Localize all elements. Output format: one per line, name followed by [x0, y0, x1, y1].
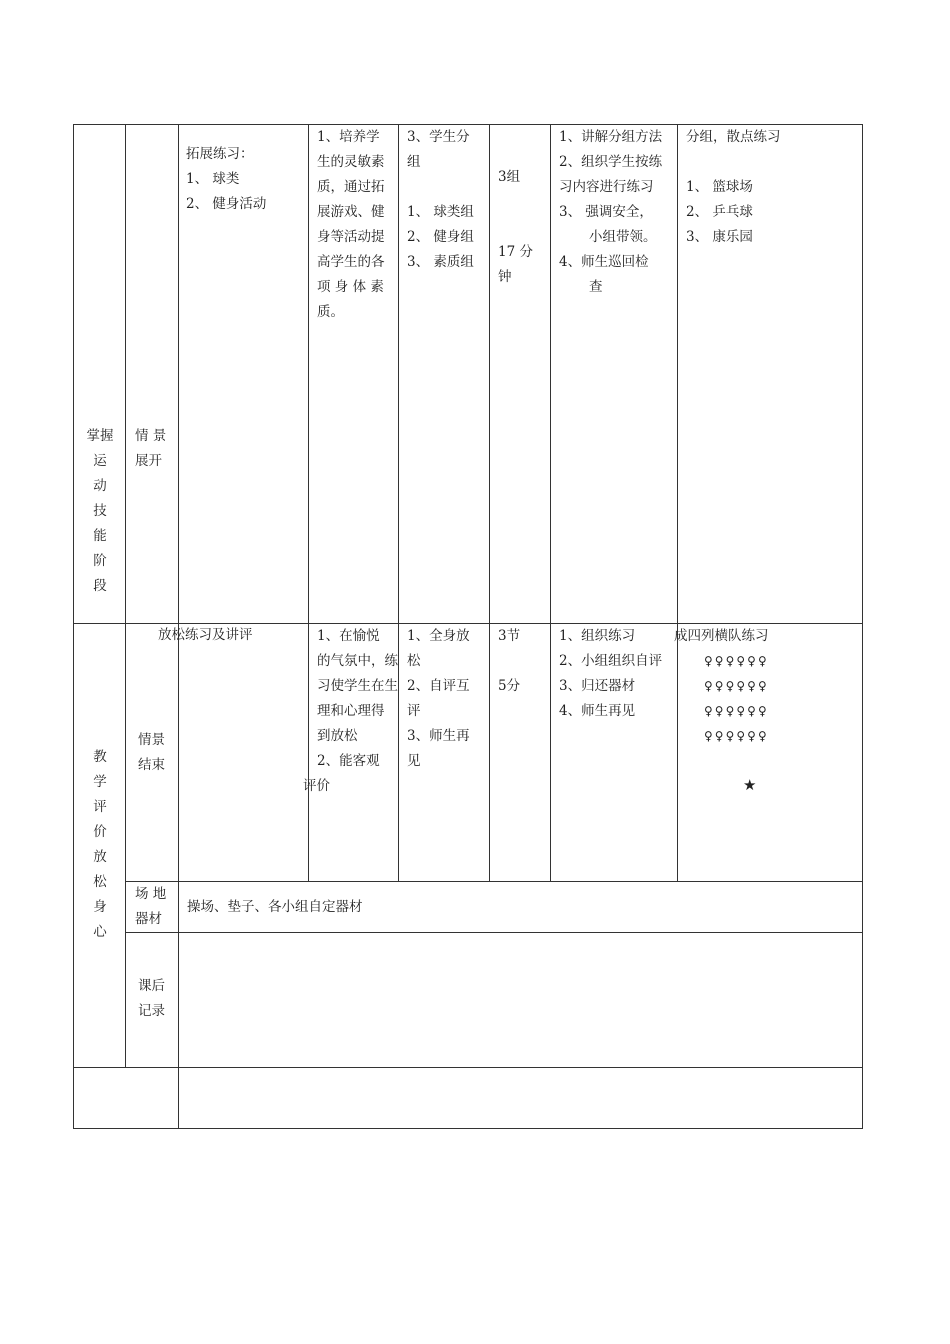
table-line	[125, 932, 863, 933]
formation-row: ♀♀♀♀♀♀	[704, 704, 769, 718]
bottom-row-value[interactable]	[180, 1069, 860, 1127]
stage-label-skill	[78, 424, 122, 599]
stage-char: 价	[93, 824, 107, 840]
table-line	[73, 124, 74, 1129]
phase-label-end: 情景 结束	[138, 732, 165, 773]
content-end: 放松练习及讲评	[158, 627, 253, 643]
table-line	[125, 124, 126, 1067]
student-activity-expand: 3、学生分 组 1、 球类组 2、 健身组 3、 素质组	[407, 129, 474, 270]
table-line	[677, 124, 678, 881]
organization-end	[674, 624, 860, 649]
stage-label-evaluation	[78, 745, 122, 945]
content-expand: 拓展练习： 1、 球类 2、 健身活动	[186, 146, 267, 212]
bottom-row-label	[75, 1069, 177, 1127]
table-line	[125, 881, 863, 882]
time-end: 3节 5分	[498, 628, 521, 694]
notes-label: 课后 记录	[138, 978, 165, 1019]
student-activity-end: 1、全身放 松 2、自评互 评 3、师生再 见	[407, 628, 470, 769]
stage-char: 放	[93, 849, 107, 865]
phase-label-expand: 情 景 展开	[135, 428, 167, 469]
goals-expand: 1、培养学 生的灵敏素 质，通过拓 展游戏、健 身等活动提 高学生的各 项 身 体 素 质。	[317, 129, 385, 320]
stage-char: 掌握	[86, 428, 114, 444]
venue-label: 场 地 器材	[135, 886, 167, 927]
teacher-activity-expand: 1、讲解分组方法 2、组织学生按练 习内容进行练习 3、 强调安全， 小组带领。 4、师生巡回检 查	[559, 129, 663, 295]
stage-char: 身	[93, 899, 107, 915]
teacher-activity-end: 1、组织练习 2、小组组织自评 3、归还器材 4、师生再见	[559, 628, 663, 719]
stage-char: 心	[93, 924, 107, 940]
table-line	[73, 1128, 863, 1129]
teacher-star-icon: ★	[743, 776, 757, 794]
formation-row: ♀♀♀♀♀♀	[704, 679, 769, 693]
stage-char: 段	[93, 578, 107, 594]
table-line	[73, 1067, 863, 1068]
table-line	[308, 124, 309, 881]
stage-char: 学	[93, 774, 107, 790]
formation-title: 成四列横队练习	[674, 628, 769, 644]
goals-end: 1、在愉悦 的气氛中，练 习使学生在生 理和心理得 到放松 2、能客观 评价	[303, 628, 398, 794]
formation-row: ♀♀♀♀♀♀	[704, 729, 769, 743]
time-expand: 3组 17 分 钟	[498, 169, 533, 285]
stage-char: 能	[93, 528, 107, 544]
venue-value: 操场、垫子、各小组自定器材	[187, 899, 363, 915]
notes-area[interactable]	[180, 934, 860, 1066]
stage-char: 运	[93, 453, 107, 469]
formation-row: ♀♀♀♀♀♀	[704, 654, 769, 668]
table-line	[398, 124, 399, 881]
stage-char: 评	[93, 799, 107, 815]
stage-char: 阶	[93, 553, 107, 569]
stage-char: 动	[93, 478, 107, 494]
table-line	[550, 124, 551, 881]
table-line	[862, 124, 863, 1129]
stage-char: 松	[93, 874, 107, 890]
stage-char: 技	[93, 503, 107, 519]
table-line	[489, 124, 490, 881]
formation-diagram	[704, 649, 804, 749]
organization-expand: 分组，散点练习 1、 篮球场 2、 乒乓球 3、 康乐园	[686, 129, 781, 245]
stage-char: 教	[93, 749, 107, 765]
